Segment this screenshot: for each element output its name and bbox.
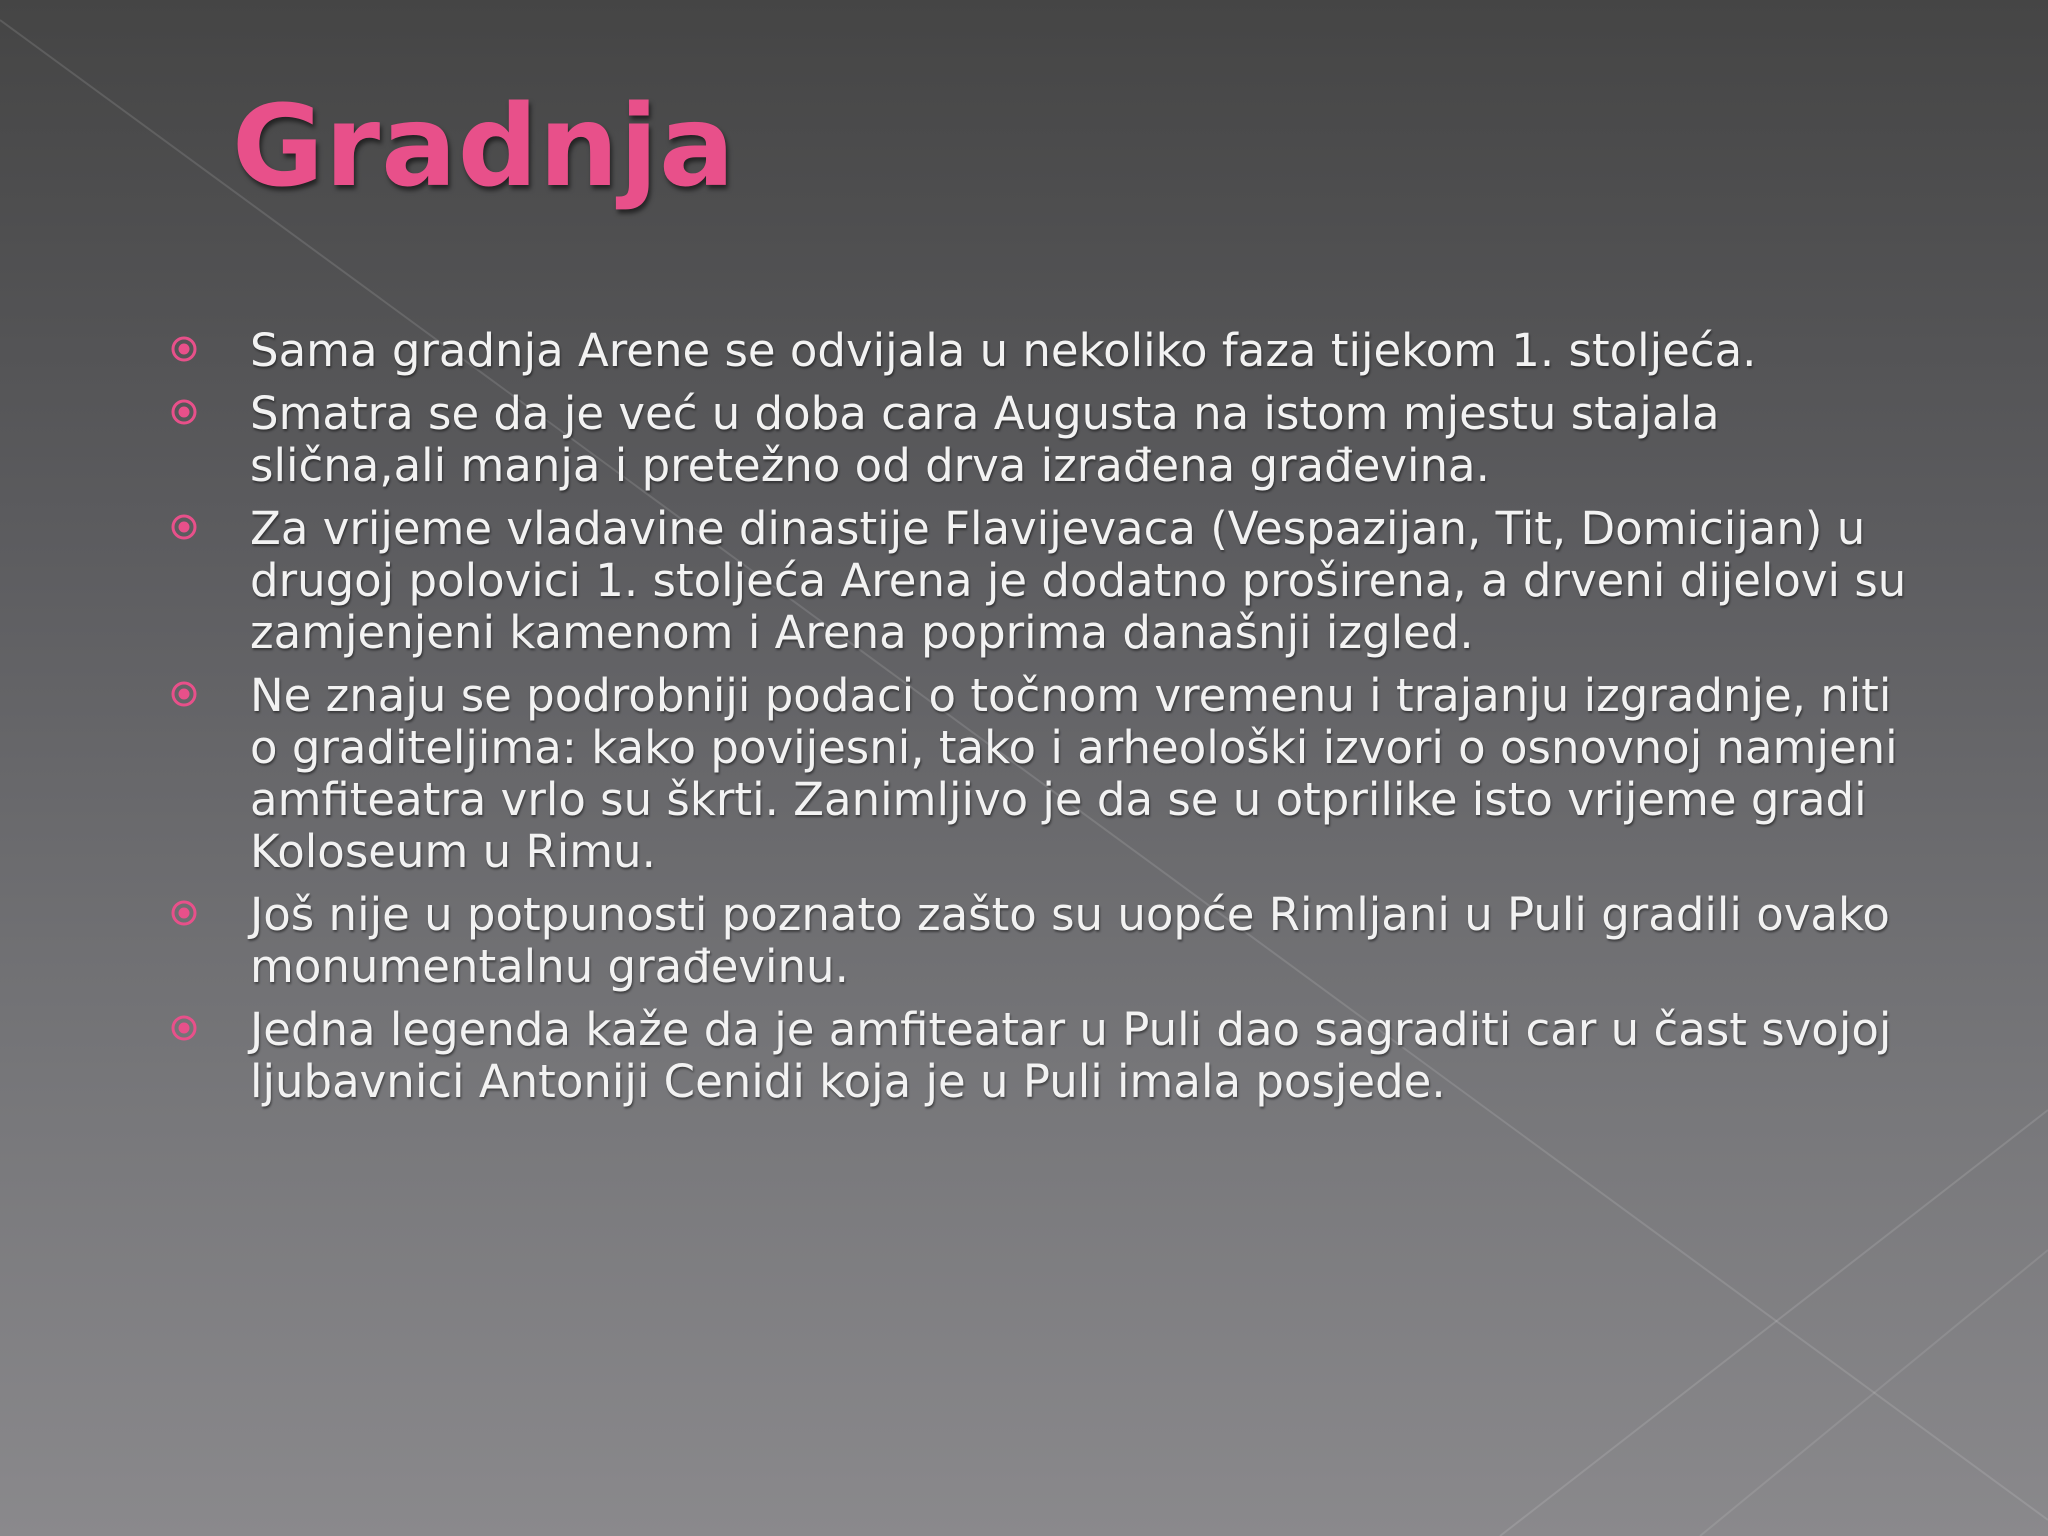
target-bullet-icon xyxy=(170,680,198,708)
bullet-list xyxy=(170,325,1930,1119)
bullet-text: Za vrijeme vladavine dinastije Flavijevaca (Vespazijan, Tit, Domicijan) u drugoj polovici 1. stoljeća Arena je dodatno proširena, a drveni dijelovi su zamjenjeni kamenom i Arena poprima današnji izgled. xyxy=(250,502,1907,659)
bullet-text: Ne znaju se podrobniji podaci o točnom vremenu i trajanju izgradnje, niti o graditeljima: kako povijesni, tako i arheološki izvori o osnovnoj namjeni amfiteatra vrlo su škrti. Zanimljivo je da se u otprilike isto vrijeme gradi Koloseum u Rimu. xyxy=(250,669,1898,878)
list-item xyxy=(170,889,1930,993)
bullet-text: Smatra se da je već u doba cara Augusta na istom mjestu stajala slična,ali manja i pretežno od drva izrađena građevina. xyxy=(250,387,1720,492)
list-item xyxy=(170,670,1930,878)
bullet-text: Sama gradnja Arene se odvijala u nekoliko faza tijekom 1. stoljeća. xyxy=(250,324,1757,377)
target-bullet-icon xyxy=(170,513,198,541)
target-bullet-icon xyxy=(170,1014,198,1042)
target-bullet-icon xyxy=(170,899,198,927)
list-item xyxy=(170,325,1930,377)
slide-title: Gradnja xyxy=(232,82,736,212)
list-item xyxy=(170,1004,1930,1108)
target-bullet-icon xyxy=(170,398,198,426)
bullet-text: Još nije u potpunosti poznato zašto su uopće Rimljani u Puli gradili ovako monumentalnu građevinu. xyxy=(250,888,1890,993)
target-bullet-icon xyxy=(170,335,198,363)
bullet-text: Jedna legenda kaže da je amfiteatar u Puli dao sagraditi car u čast svojoj ljubavnici Antoniji Cenidi koja je u Puli imala posjede. xyxy=(250,1003,1892,1108)
list-item xyxy=(170,388,1930,492)
list-item xyxy=(170,503,1930,659)
